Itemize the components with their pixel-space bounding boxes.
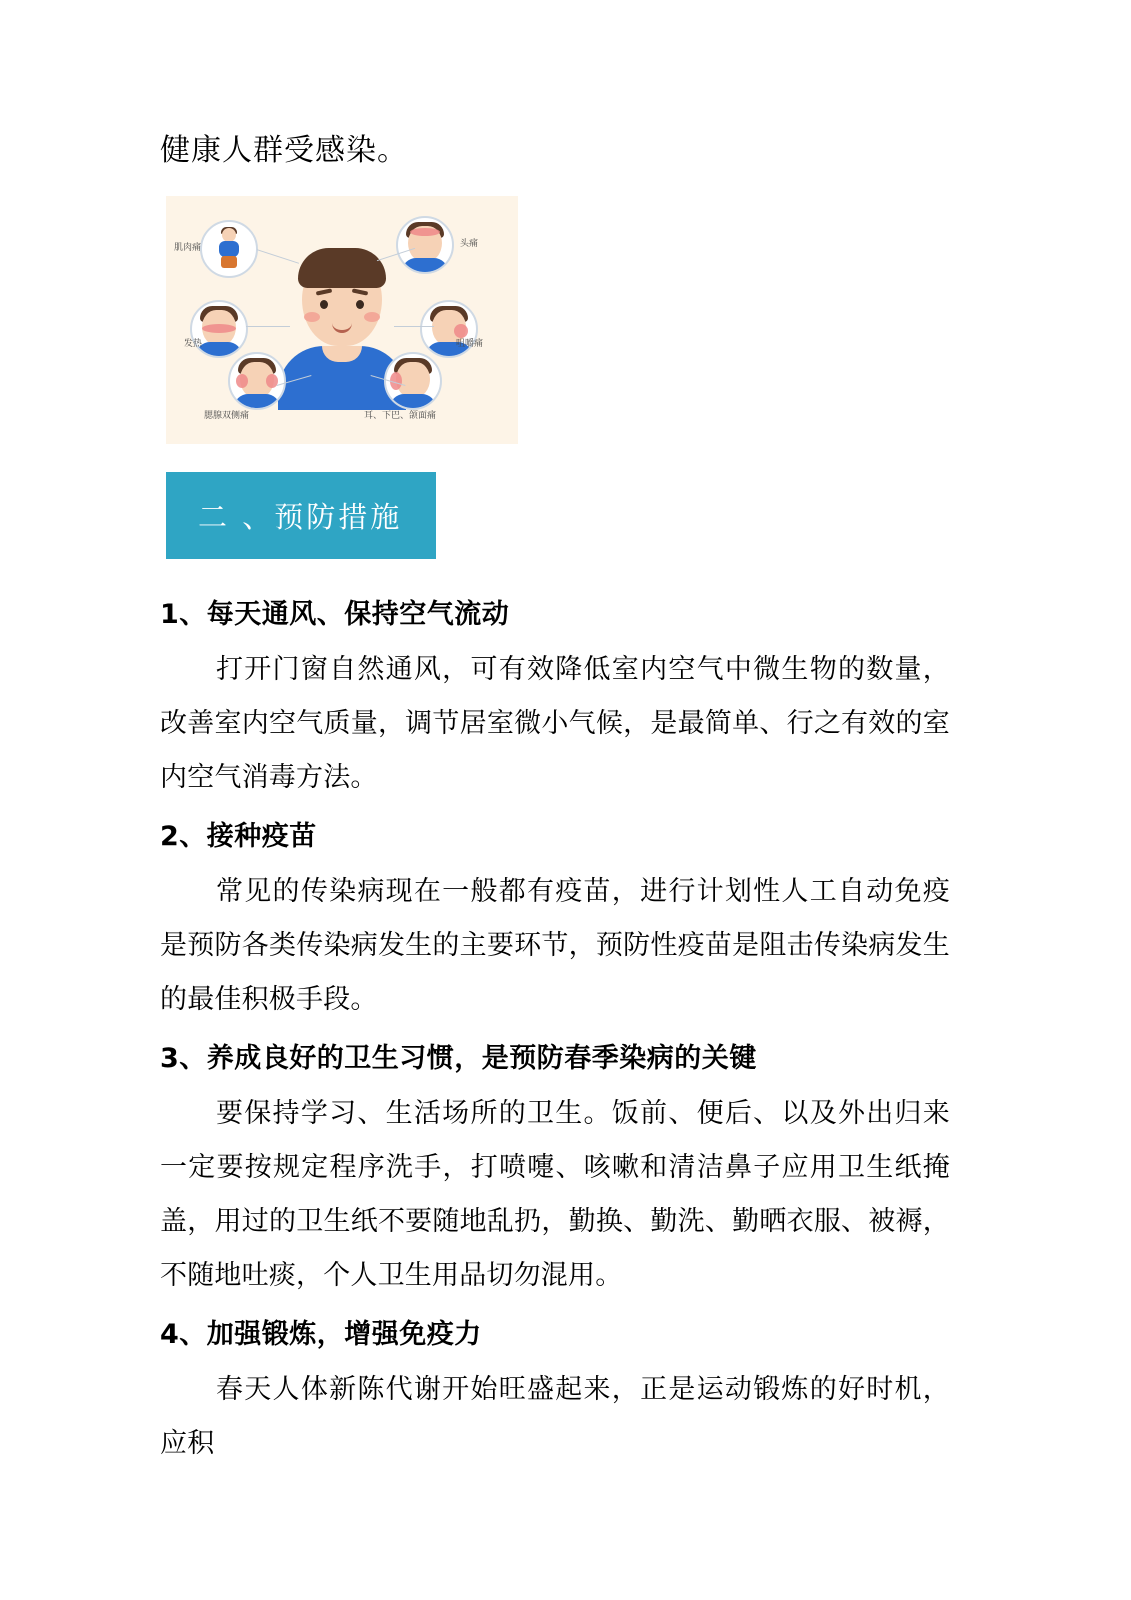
mini-person-icon (216, 228, 242, 268)
eye-right (356, 300, 364, 309)
label-muscle-pain: 肌肉痛 (174, 242, 202, 252)
symptoms-illustration (166, 196, 518, 444)
symptom-bubble-parotid-pain (228, 352, 286, 410)
subheading-1: 1、每天通风、保持空气流动 (160, 599, 510, 630)
hair-shape (298, 248, 386, 288)
section-heading-banner: 二 、预防措施 (166, 472, 436, 559)
symptom-bubble-headache (396, 216, 454, 274)
paragraph-1: 打开门窗自然通风，可有效降低室内空气中微生物的数量，改善室内空气质量，调节居室微小气候，是最简单、行之有效的室内空气消毒方法。 (160, 654, 950, 793)
document-content (160, 128, 950, 1481)
subheading-4: 4、加强锻炼，增强免疫力 (160, 1319, 482, 1350)
paragraph-2: 常见的传染病现在一般都有疫苗，进行计划性人工自动免疫是预防各类传染病发生的主要环节，预防性疫苗是阻击传染病发生的最佳积极手段。 (160, 876, 950, 1015)
leader-line (394, 326, 434, 327)
eye-left (320, 300, 328, 309)
leader-line (246, 326, 290, 327)
lead-paragraph: 健康人群受感染。 (160, 133, 408, 168)
label-chewing-pain: 咀嚼痛 (456, 338, 484, 348)
label-ear-jaw-pain: 耳、下巴、颌面痛 (364, 410, 437, 420)
leader-line (257, 249, 299, 264)
cheek-right (364, 312, 380, 322)
symptom-bubble-fever (190, 300, 248, 358)
illustration-main-head (296, 248, 388, 354)
subheading-3: 3、养成良好的卫生习惯，是预防春季染病的关键 (160, 1043, 757, 1074)
label-parotid-pain: 腮腺双侧痛 (204, 410, 250, 420)
label-headache: 头痛 (460, 238, 479, 248)
symptom-bubble-muscle-pain (200, 220, 258, 278)
paragraph-4: 春天人体新陈代谢开始旺盛起来，正是运动锻炼的好时机，应积 (160, 1374, 950, 1459)
subheading-2: 2、接种疫苗 (160, 821, 317, 852)
symptom-bubble-chewing-pain (420, 300, 478, 358)
paragraph-3: 要保持学习、生活场所的卫生。饭前、便后、以及外出归来一定要按规定程序洗手，打喷嚏、咳嗽和清洁鼻子应用卫生纸掩盖，用过的卫生纸不要随地乱扔，勤换、勤洗、勤晒衣服、被褥，不随地吐痰，个人卫生用品切勿混用。 (160, 1098, 950, 1291)
label-fever: 发热 (184, 338, 203, 348)
cheek-left (304, 312, 320, 322)
